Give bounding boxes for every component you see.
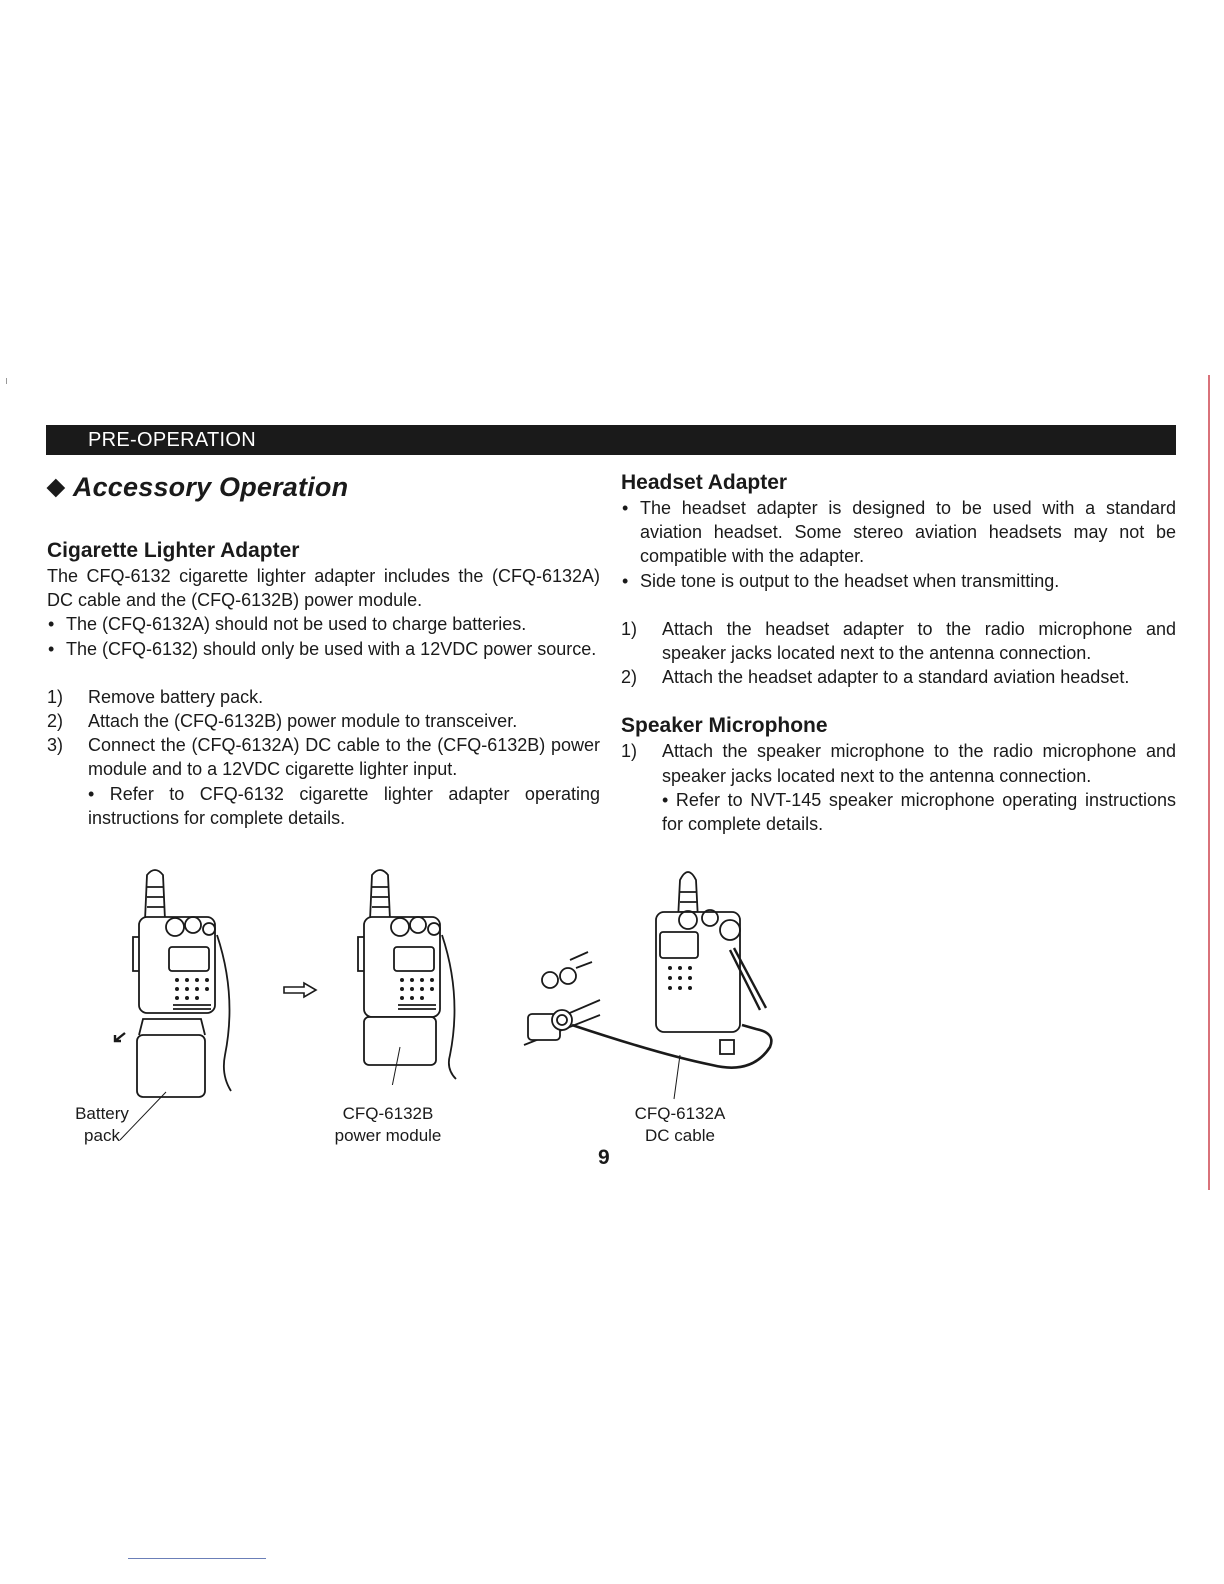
dc-cable-caption [615,1103,745,1147]
step-number: 1) [621,618,638,639]
headset-bullet-1: • The headset adapter is designed to be used with a standard aviation headset. Some stereo aviation headsets may not be compatible with the adapter. [621,496,1176,569]
step-number: 2) [621,667,638,688]
cigarette-step-1 [47,685,600,709]
cable-caption-line2: DC cable [645,1126,715,1145]
headset-bullets [621,496,1176,593]
cigarette-bullets [47,612,600,660]
step-body [88,733,600,830]
page-title-text: Accessory Operation [72,472,349,502]
dc-cable-illustration [520,850,800,1100]
arrow-right-icon [282,981,318,999]
step-text: Connect the (CFQ-6132A) DC cable to the (CFQ-6132B) power module and to a 12VDC cigarette lighter input. [88,735,600,780]
cigarette-intro: The CFQ-6132 cigarette lighter adapter includes the (CFQ-6132A) DC cable and the (CFQ-6132B) power module. [47,566,600,611]
step-note: • Refer to CFQ-6132 cigarette lighter adapter operating instructions for complete details. [88,783,600,828]
power-caption-line2: power module [334,1126,442,1145]
cigarette-step-2 [47,709,600,733]
cigarette-bullet-2: • The (CFQ-6132) should only be used with a 12VDC power source. [47,637,600,661]
power-caption-line1: CFQ-6132B [342,1104,434,1123]
step-text: Attach the (CFQ-6132B) power module to transceiver. [88,711,518,732]
diamond-icon: ◆ [47,473,65,499]
battery-caption-line1: Battery [75,1104,129,1123]
footer-rule [128,1558,266,1559]
step-text: Attach the headset adapter to the radio microphone and speaker jacks located next to the antenna connection. [662,618,1176,664]
headset-steps [621,617,1176,690]
page-number: 9 [598,1146,610,1169]
step-text: Remove battery pack. [88,686,264,707]
scan-mark [6,378,7,384]
headset-step-2 [621,665,1176,689]
step-note: • Refer to NVT-145 speaker microphone operating instructions for complete details. [662,789,1176,835]
speaker-step-1 [621,739,1176,836]
section-header-title: PRE-OPERATION [88,429,256,451]
step-text: Attach the headset adapter to a standard aviation headset. [662,667,1130,688]
step-number: 1) [47,686,64,707]
radio-power-module-illustration [330,865,480,1085]
step-body [662,739,1176,836]
cigarette-bullet-1: • The (CFQ-6132A) should not be used to charge batteries. [47,612,600,636]
cable-caption-line1: CFQ-6132A [634,1104,726,1123]
headset-step-1 [621,617,1176,665]
cigarette-step-3 [47,733,600,830]
section-header-bar [46,425,1176,455]
step-number: 3) [47,735,64,756]
step-text: Attach the speaker microphone to the radio microphone and speaker jacks located next to the antenna connection. [662,741,1176,786]
battery-caption-line2: pack [84,1126,120,1145]
headset-bullet-2: • Side tone is output to the headset when transmitting. [621,569,1176,593]
page-title [47,470,600,505]
step-number: 2) [47,711,64,732]
battery-leader-line [118,1090,170,1142]
headset-heading: Headset Adapter [621,471,788,494]
speaker-heading: Speaker Microphone [621,714,828,738]
cigarette-steps [47,685,600,830]
cigarette-heading: Cigarette Lighter Adapter [47,539,300,562]
page-edge-rule [1208,375,1210,1190]
right-column [621,470,1176,836]
left-column [47,470,600,830]
speaker-steps [621,739,1176,836]
radio-battery-illustration [105,865,255,1100]
step-number: 1) [621,741,638,762]
power-module-caption [318,1103,458,1147]
